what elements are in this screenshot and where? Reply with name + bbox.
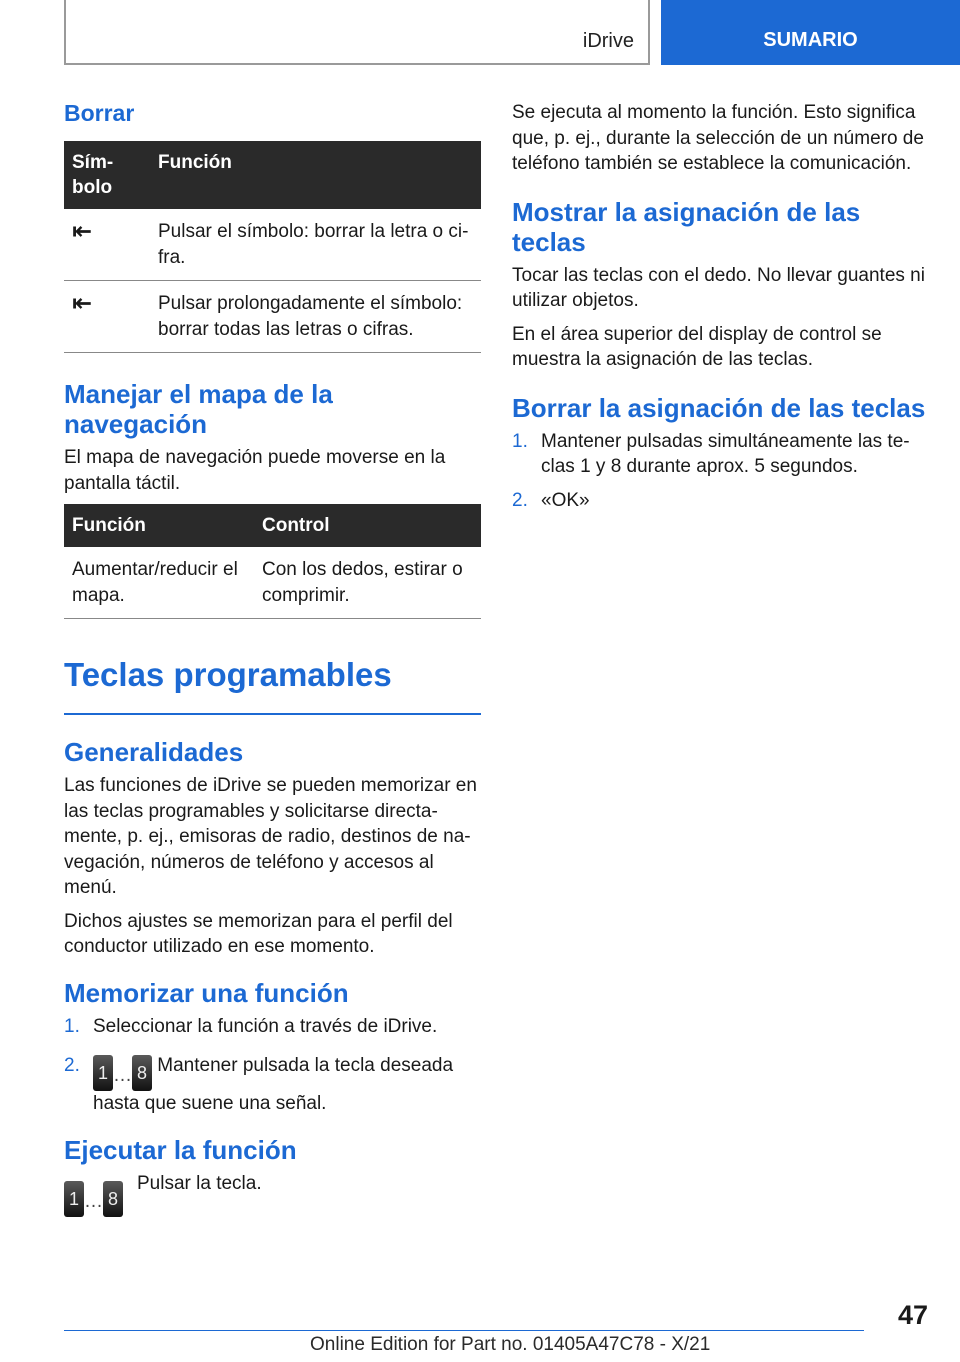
key-1-icon: 1: [64, 1181, 84, 1217]
section-title: iDrive: [582, 30, 634, 52]
list-item: [64, 1014, 481, 1040]
generalidades-p2: Dichos ajustes se memorizan para el perfil del conductor utilizado en ese momento.: [64, 910, 453, 957]
table-row: [64, 281, 481, 353]
footer-divider: [64, 1330, 864, 1331]
ejecutar-text: Pulsar la tecla.: [137, 1172, 262, 1194]
function-header: Función: [64, 504, 254, 547]
list-item: [512, 429, 927, 480]
row-text: Pulsar prolongadamente el símbolo: borrar todas las letras o cifras.: [150, 281, 481, 353]
step-text: «OK»: [541, 489, 590, 511]
sumario-button[interactable]: SUMARIO: [661, 0, 960, 65]
borrar-heading: Borrar: [64, 100, 135, 126]
mapa-table: [64, 504, 481, 619]
row-function: Aumentar/reducir el mapa.: [64, 547, 254, 619]
right-intro: Se ejecuta al momento la función. Esto significa que, p. ej., durante la selección de un número de teléfono también se establece la comunicación.: [512, 102, 924, 174]
step-text: Mantener pulsada la tecla deseada hasta que suene una señal.: [93, 1055, 454, 1114]
left-column: [64, 100, 481, 1217]
teclas-heading: Teclas programables: [64, 655, 481, 715]
mostrar-p2: En el área superior del display de control se muestra la asignación de las teclas.: [512, 323, 882, 370]
borrar-asignacion-heading: Borrar la asignación de las teclas: [512, 392, 926, 423]
header-bar: [64, 0, 650, 65]
generalidades-heading: Generalidades: [64, 737, 244, 767]
mapa-intro: El mapa de navegación puede moverse en la pantalla táctil.: [64, 447, 446, 494]
step-text: Mantener pulsadas simultáneamente las teclas 1 y 8 durante aprox. 5 segundos.: [541, 430, 910, 477]
row-text: Pulsar el símbolo: borrar la letra o cifra.: [150, 209, 481, 281]
memorizar-steps: [64, 1014, 481, 1117]
list-item: [512, 488, 927, 514]
footer-edition: Online Edition for Part no. 01405A47C78 - X/21: [310, 1334, 711, 1355]
backspace-icon: ⇤: [72, 290, 93, 317]
mostrar-p1: Tocar las teclas con el dedo. No llevar guantes ni utilizar objetos.: [512, 264, 925, 311]
step-number: 1.: [64, 1015, 80, 1037]
ellipsis: …: [84, 1190, 103, 1212]
table-row: [64, 209, 481, 281]
generalidades-p1: Las funciones de iDrive se pueden memorizar en las teclas programables y solicitarse directamente, p. ej., emisoras de radio, destinos de navegación, números de teléfono y accesos al menú.: [64, 775, 477, 898]
symbol-header: Símbolo: [64, 141, 150, 209]
function-header: Función: [150, 141, 481, 209]
ejecutar-heading: Ejecutar la función: [64, 1134, 297, 1165]
backspace-icon: ⇤: [72, 218, 93, 245]
key-8-icon: 8: [103, 1181, 123, 1217]
key-1-icon: 1: [93, 1055, 113, 1091]
step-number: 2.: [512, 489, 528, 511]
page-number: 47: [897, 1300, 928, 1330]
mapa-heading: Manejar el mapa de la navegación: [64, 379, 333, 439]
control-header: Control: [254, 504, 481, 547]
right-column: [512, 100, 927, 521]
table-row: [64, 547, 481, 619]
step-number: 2.: [64, 1055, 80, 1076]
ellipsis: …: [113, 1065, 132, 1086]
memorizar-heading: Memorizar una función: [64, 977, 349, 1008]
list-item: [64, 1053, 481, 1117]
step-text: Seleccionar la función a través de iDrive.: [93, 1015, 438, 1037]
step-number: 1.: [512, 430, 528, 452]
mostrar-heading: Mostrar la asignación de las teclas: [512, 196, 861, 257]
borrar-steps: [512, 429, 927, 514]
key-8-icon: 8: [132, 1055, 152, 1091]
borrar-table: [64, 141, 481, 353]
row-control: Con los dedos, estirar o comprimir.: [254, 547, 481, 619]
